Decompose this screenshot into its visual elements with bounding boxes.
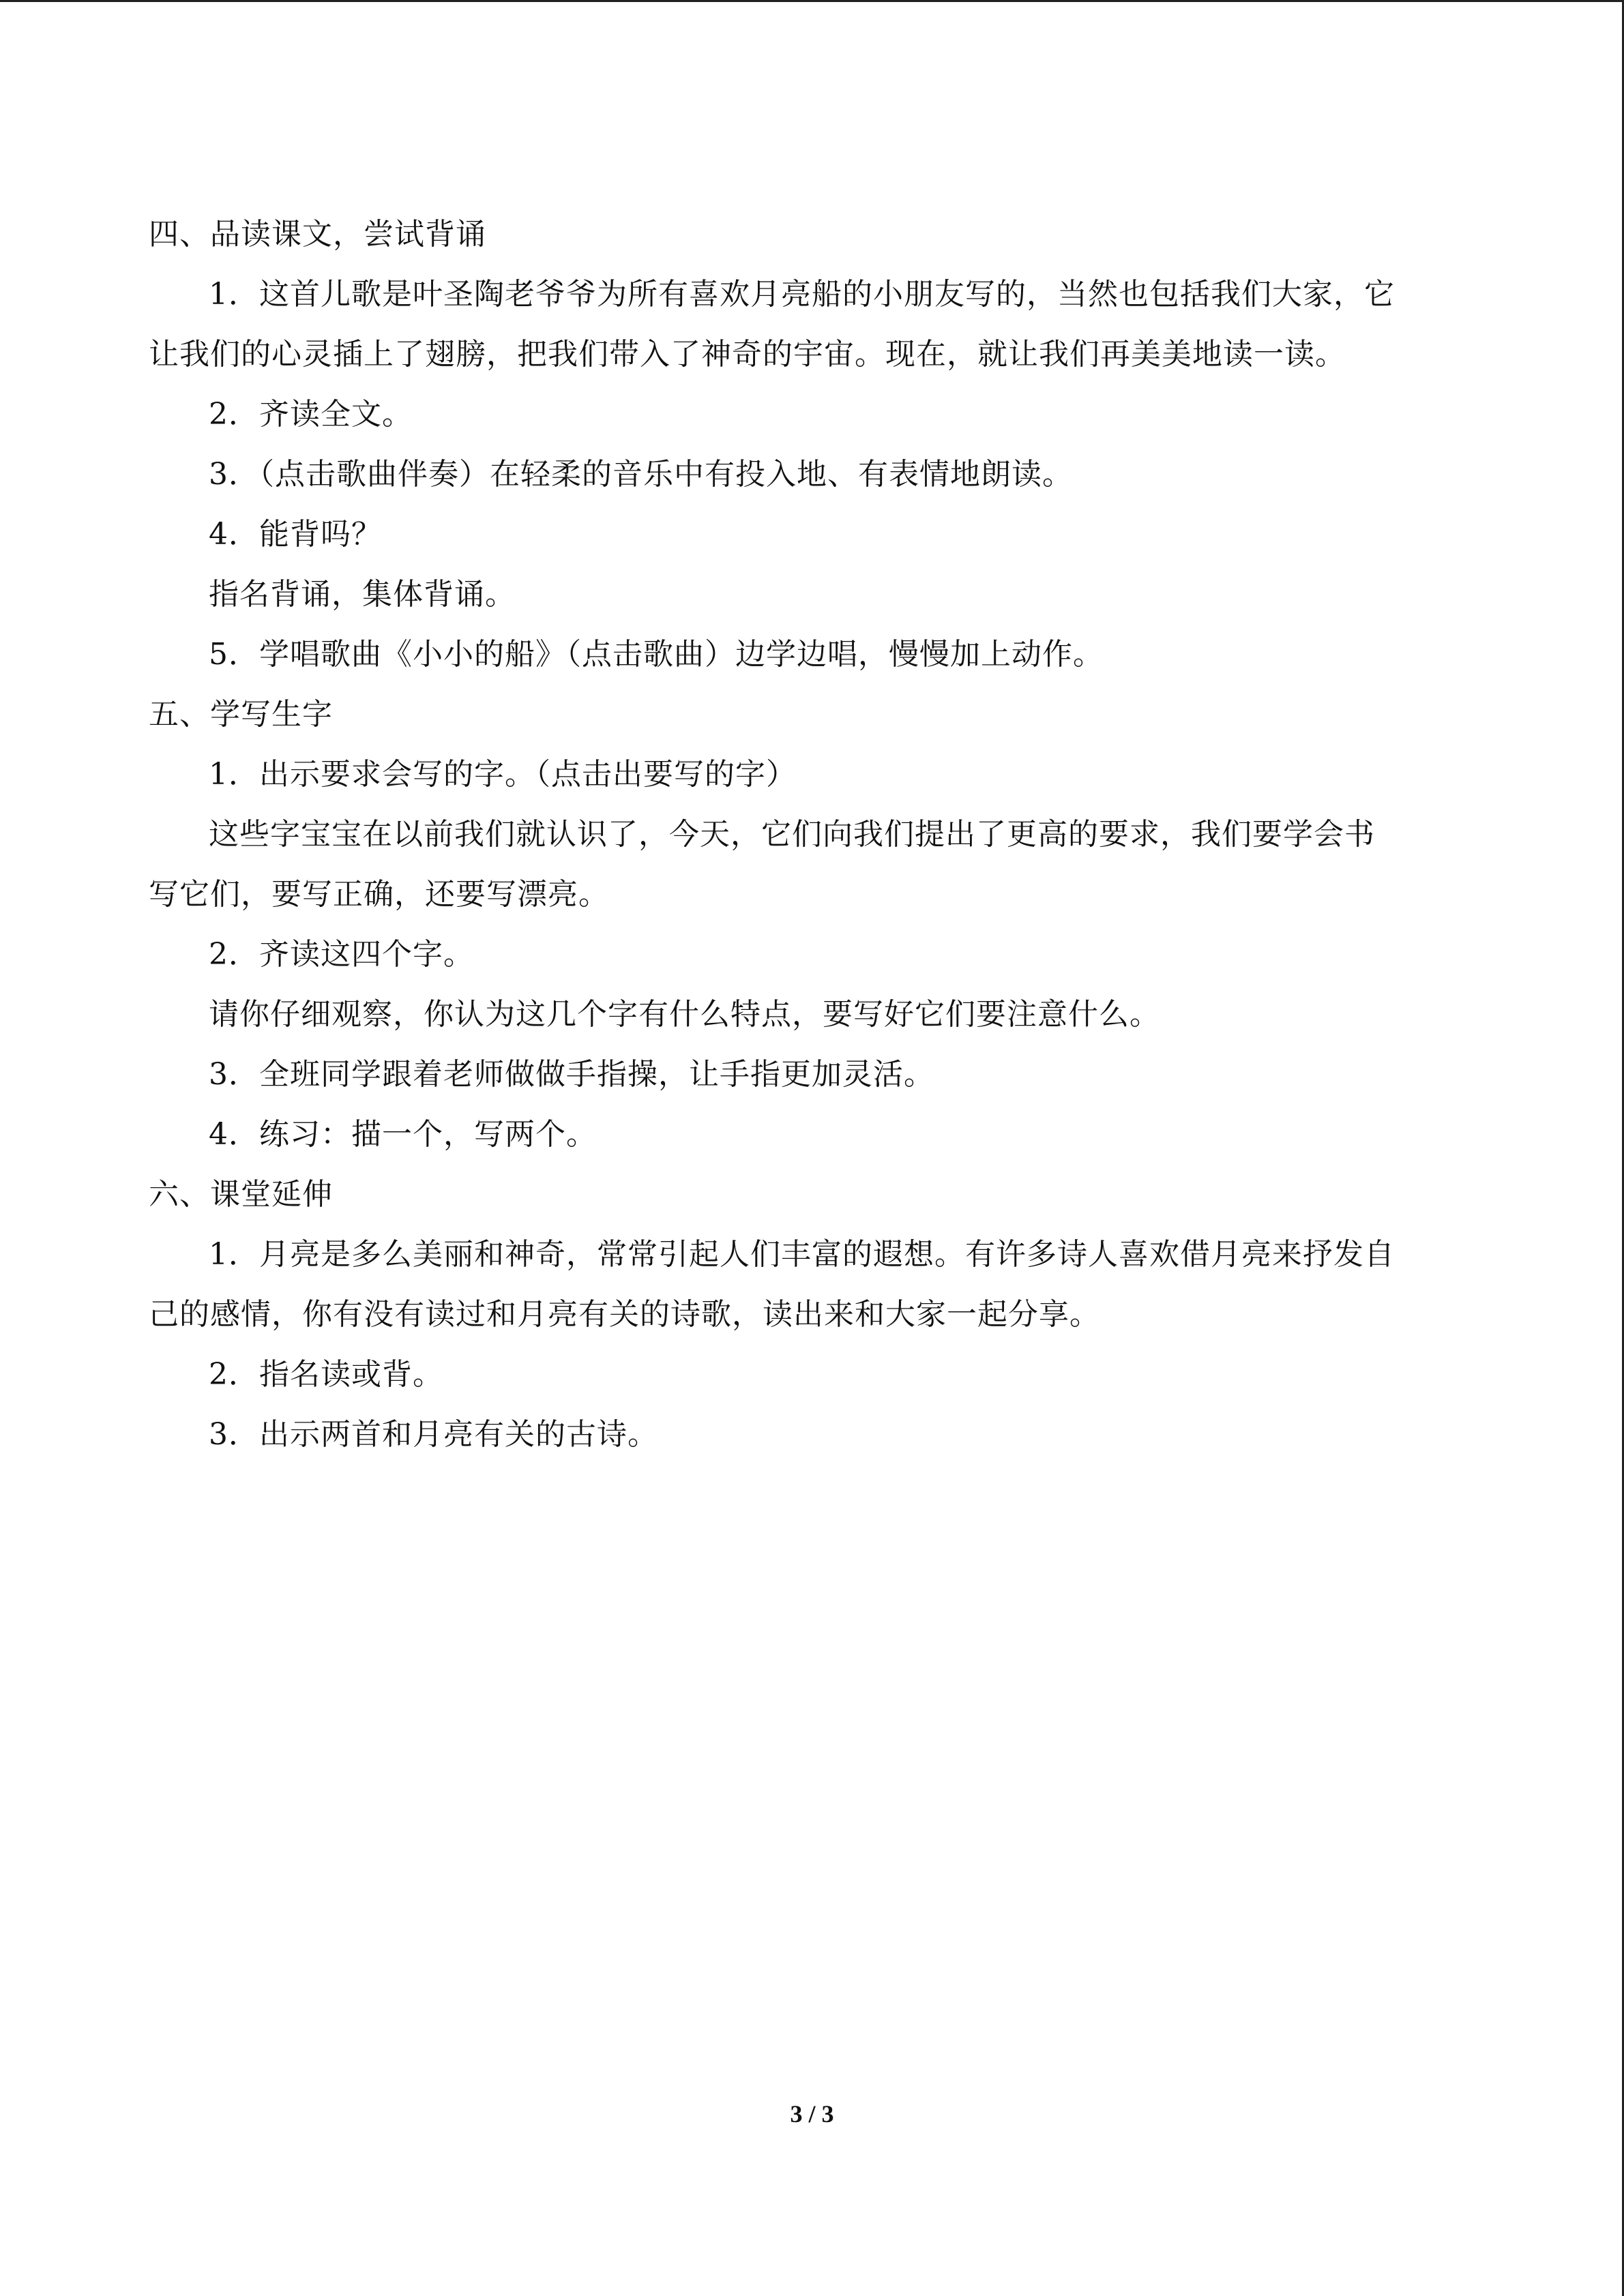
page-number: 3 / 3 — [790, 2100, 834, 2128]
section-heading-extension: 六、课堂延伸 — [149, 1177, 333, 1212]
paragraph-line: 4．能背吗？ — [209, 517, 382, 552]
paragraph-line: 己的感情，你有没有读过和月亮有关的诗歌，读出来和大家一起分享。 — [149, 1297, 1100, 1332]
paragraph-line: 1．这首儿歌是叶圣陶老爷爷为所有喜欢月亮船的小朋友写的，当然也包括我们大家，它 — [209, 277, 1395, 312]
paragraph-line: 4．练习：描一个，写两个。 — [209, 1117, 597, 1152]
paragraph-line: 1．月亮是多么美丽和神奇，常常引起人们丰富的遐想。有许多诗人喜欢借月亮来抒发自 — [209, 1237, 1395, 1272]
paragraph-line: 写它们，要写正确，还要写漂亮。 — [149, 877, 609, 912]
paragraph-line: 指名背诵，集体背诵。 — [209, 577, 516, 612]
paragraph-line: 3．出示两首和月亮有关的古诗。 — [209, 1417, 658, 1452]
paragraph-line: 让我们的心灵插上了翅膀，把我们带入了神奇的宇宙。现在，就让我们再美美地读一读。 — [149, 337, 1346, 372]
page-top-border — [0, 0, 1624, 2]
paragraph-line: 2．齐读这四个字。 — [209, 937, 474, 972]
paragraph-line: 3．全班同学跟着老师做做手指操，让手指更加灵活。 — [209, 1057, 934, 1092]
document-body — [149, 205, 1475, 1465]
paragraph-line: 2．指名读或背。 — [209, 1357, 443, 1392]
paragraph-line: 2．齐读全文。 — [209, 397, 413, 432]
paragraph-line: 3．（点击歌曲伴奏）在轻柔的音乐中有投入地、有表情地朗读。 — [209, 457, 1073, 492]
section-heading-writing: 五、学写生字 — [149, 697, 333, 732]
section-heading-recite: 四、品读课文，尝试背诵 — [149, 217, 486, 252]
paragraph-line: 请你仔细观察，你认为这几个字有什么特点，要写好它们要注意什么。 — [209, 997, 1160, 1032]
paragraph-line: 5．学唱歌曲《小小的船》（点击歌曲）边学边唱，慢慢加上动作。 — [209, 637, 1104, 672]
paragraph-line: 这些字宝宝在以前我们就认识了，今天，它们向我们提出了更高的要求，我们要学会书 — [209, 817, 1375, 852]
paragraph-line: 1．出示要求会写的字。（点击出要写的字） — [209, 757, 797, 792]
